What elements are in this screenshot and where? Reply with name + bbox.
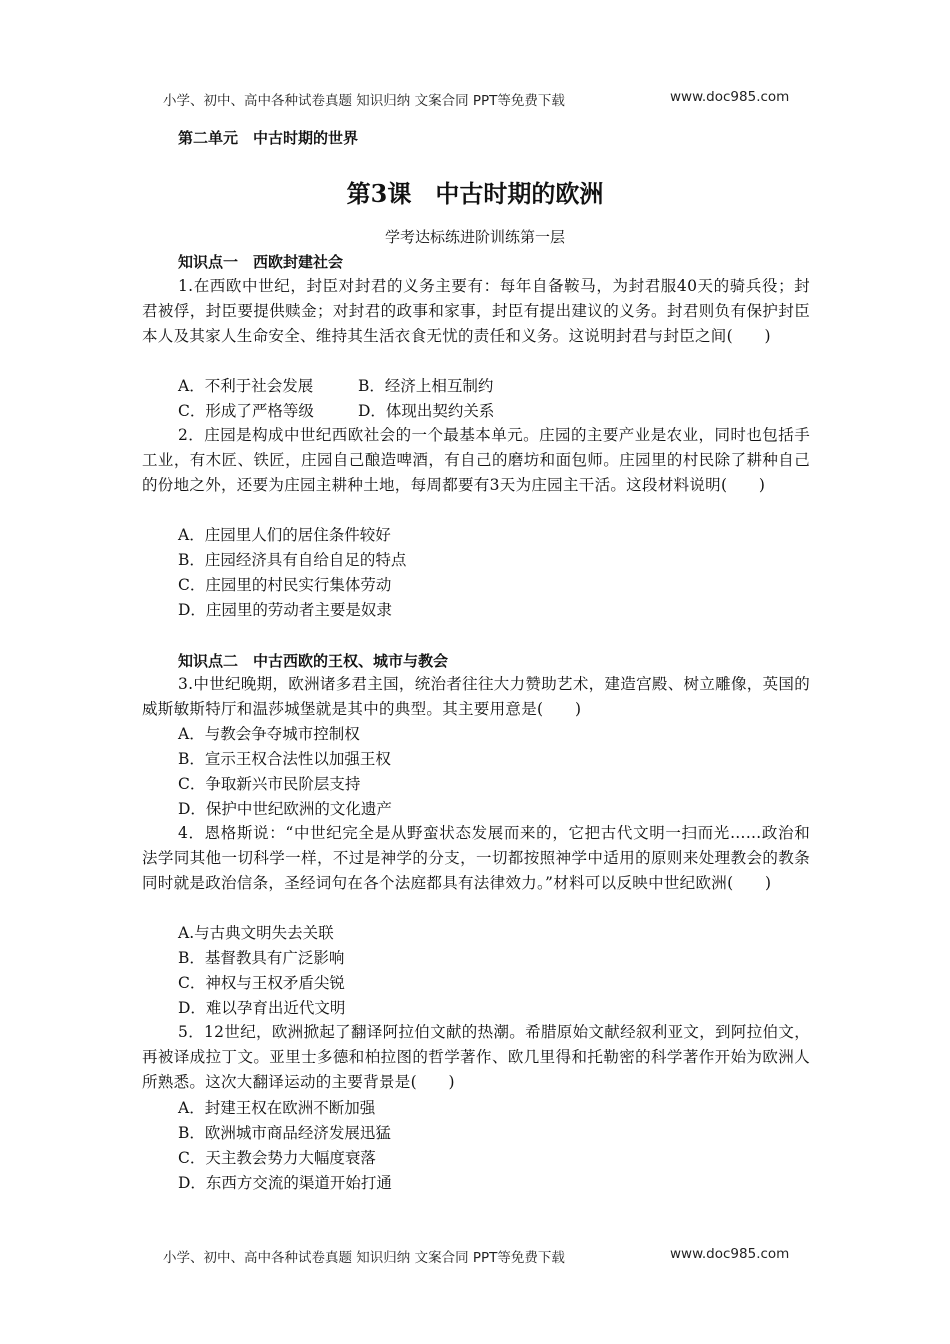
question-3-option-d: D．保护中世纪欧洲的文化遗产 xyxy=(178,800,392,818)
question-5-option-c: C．天主教会势力大幅度衰落 xyxy=(178,1149,376,1167)
page-footer-text: 小学、初中、高中各种试卷真题 知识归纳 文案合同 PPT等免费下载 xyxy=(163,1250,565,1266)
question-3-option-c: C．争取新兴市民阶层支持 xyxy=(178,775,361,793)
question-3-stem: 3.中世纪晚期，欧洲诸多君主国，统治者往往大力赞助艺术，建造宫殿、树立雕像，英国的威斯敏斯特厅和温莎城堡就是其中的典型。其主要用意是( ) xyxy=(142,675,810,718)
question-5-stem: 5．12世纪，欧洲掀起了翻译阿拉伯文献的热潮。希腊原始文献经叙利亚文，到阿拉伯文，再被译成拉丁文。亚里士多德和柏拉图的哲学著作、欧几里得和托勒密的科学著作开始为欧洲人所熟悉。这次大翻译运动的主要背景是( ) xyxy=(142,1023,810,1091)
question-4-option-b: B．基督教具有广泛影响 xyxy=(178,949,345,967)
question-5-option-a: A．封建王权在欧洲不断加强 xyxy=(178,1099,376,1117)
question-1-option-c: C．形成了严格等级 xyxy=(178,402,314,420)
page-header-url[interactable]: www.doc985.com xyxy=(670,89,790,105)
question-3-option-a: A．与教会争夺城市控制权 xyxy=(178,725,360,743)
page-footer-url[interactable]: www.doc985.com xyxy=(670,1246,790,1262)
knowledge-point-2: 知识点二 中古西欧的王权、城市与教会 xyxy=(178,652,449,670)
question-2-option-a: A．庄园里人们的居住条件较好 xyxy=(178,526,391,544)
section-subtitle: 学考达标练进阶训练第一层 xyxy=(384,228,565,246)
question-2-option-c: C．庄园里的村民实行集体劳动 xyxy=(178,576,392,594)
question-4-stem: 4．恩格斯说：“中世纪完全是从野蛮状态发展而来的，它把古代文明一扫而光……政治和法学同其他一切科学一样，不过是神学的分支，一切都按照神学中适用的原则来处理教会的教条同时就是政治信条，圣经词句在各个法庭都具有法律效力。”材料可以反映中世纪欧洲( ) xyxy=(142,824,810,892)
question-2-option-b: B．庄园经济具有自给自足的特点 xyxy=(178,551,407,569)
question-2-option-d: D．庄园里的劳动者主要是奴隶 xyxy=(178,601,392,619)
question-4-option-a: A.与古典文明失去关联 xyxy=(178,924,334,942)
question-5-option-d: D．东西方交流的渠道开始打通 xyxy=(178,1174,392,1192)
question-1-stem: 1.在西欧中世纪，封臣对封君的义务主要有：每年自备鞍马，为封君服40天的骑兵役；封君被俘，封臣要提供赎金；对封君的政事和家事，封臣有提出建议的义务。封君则负有保护封臣本人及其家人生命安全、维持其生活衣食无忧的责任和义务。这说明封君与封臣之间( ) xyxy=(142,277,810,345)
question-1-option-a: A．不利于社会发展 xyxy=(178,377,314,395)
page-header-text: 小学、初中、高中各种试卷真题 知识归纳 文案合同 PPT等免费下载 xyxy=(163,93,565,109)
question-2-stem: 2．庄园是构成中世纪西欧社会的一个最基本单元。庄园的主要产业是农业，同时也包括手工业，有木匠、铁匠，庄园自己酿造啤酒，有自己的磨坊和面包师。庄园里的村民除了耕种自己的份地之外，还要为庄园主耕种土地，每周都要有3天为庄园主干活。这段材料说明( ) xyxy=(142,426,810,494)
question-1-option-b: B．经济上相互制约 xyxy=(358,377,494,395)
knowledge-point-1: 知识点一 西欧封建社会 xyxy=(178,253,344,271)
question-3-option-b: B．宣示王权合法性以加强王权 xyxy=(178,750,391,768)
unit-heading: 第二单元 中古时期的世界 xyxy=(178,129,359,147)
lesson-title: 第3课 中古时期的欧洲 xyxy=(346,179,604,208)
question-4-option-d: D．难以孕育出近代文明 xyxy=(178,999,346,1017)
question-4-option-c: C．神权与王权矛盾尖锐 xyxy=(178,974,345,992)
question-5-option-b: B．欧洲城市商品经济发展迅猛 xyxy=(178,1124,391,1142)
question-1-option-d: D．体现出契约关系 xyxy=(358,402,495,420)
